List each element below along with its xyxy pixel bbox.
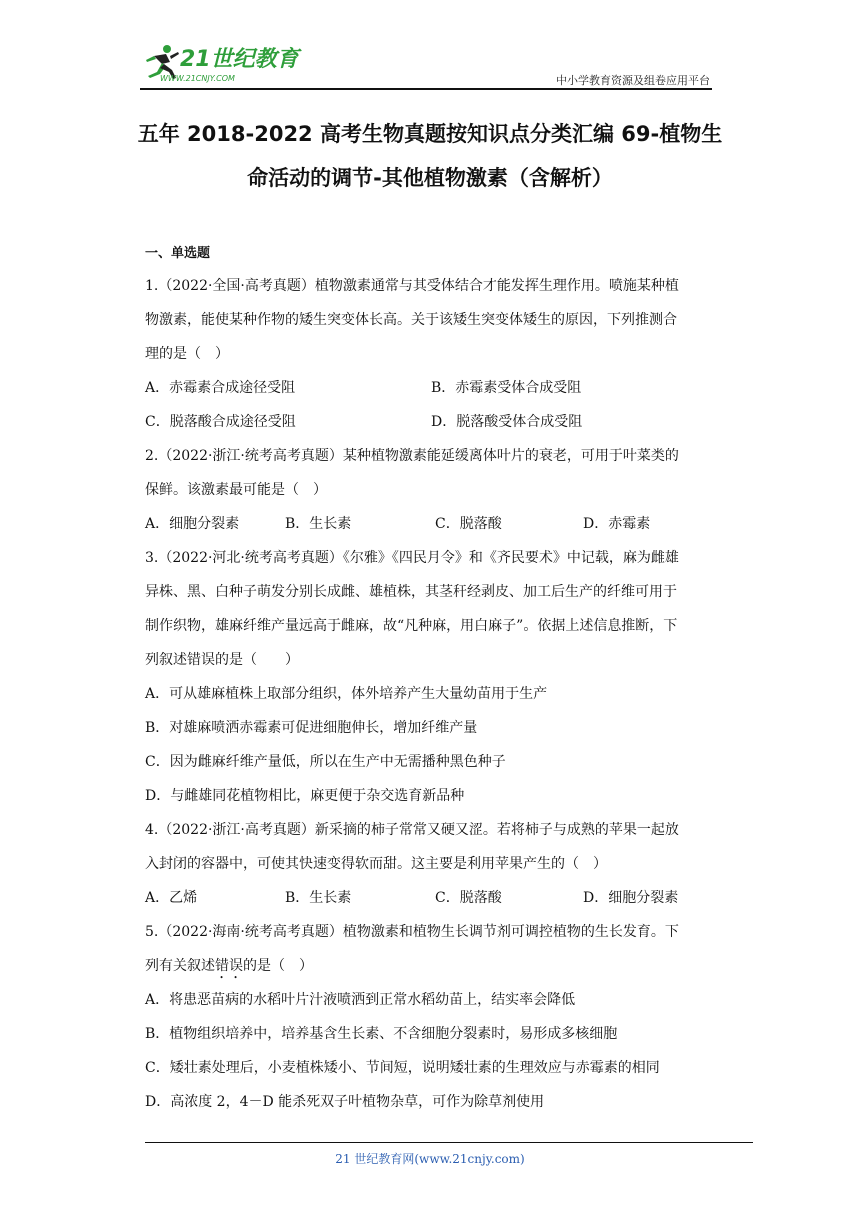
question-text-line: 制作织物，雄麻纤维产量远高于雌麻，故“凡种麻，用白麻子”。依据上述信息推断，下 — [145, 618, 678, 634]
emphasized-word: 错误 — [215, 958, 243, 974]
option-a[interactable]: A．可从雄麻植株上取部分组织，体外培养产生大量幼苗用于生产 — [145, 686, 548, 702]
question-text-line: 异株、黑、白种子萌发分别长成雌、雄植株，其茎秆经剥皮、加工后生产的纤维可用于 — [145, 584, 677, 600]
header-divider — [140, 88, 712, 90]
option-d[interactable]: D．与雌雄同花植物相比，麻更便于杂交选育新品种 — [145, 788, 465, 804]
option-c[interactable]: C．脱落酸 — [435, 516, 502, 532]
question-3 — [145, 541, 717, 813]
option-row — [145, 507, 717, 541]
title-line-2: 命活动的调节-其他植物激素（含解析） — [247, 166, 613, 190]
option-a[interactable]: A．乙烯 — [145, 890, 198, 906]
question-text-line: 2.（2022·浙江·统考高考真题）某种植物激素能延缓离体叶片的衰老，可用于叶菜类的 — [145, 448, 679, 464]
site-logo[interactable] — [140, 42, 310, 88]
option-c[interactable]: C．脱落酸 — [435, 890, 502, 906]
question-text-line: 1.（2022·全国·高考真题）植物激素通常与其受体结合才能发挥生理作用。喷施某种植 — [145, 278, 679, 294]
option-b[interactable]: B．赤霉素受体合成受阻 — [431, 380, 582, 396]
logo-text: 21世纪教育 — [180, 47, 299, 72]
section-title: 一、单选题 — [145, 246, 211, 261]
option-row — [145, 371, 717, 405]
question-text-line: 列叙述错误的是（ ） — [145, 652, 299, 668]
question-2 — [145, 439, 717, 541]
option-c[interactable]: C．脱落酸合成途径受阻 — [145, 414, 296, 430]
question-text-line: 4.（2022·浙江·高考真题）新采摘的柿子常常又硬又涩。若将柿子与成熟的苹果一起放 — [145, 822, 679, 838]
question-text-line: 3.（2022·河北·统考高考真题）《尔雅》《四民月令》和《齐民要术》中记载，麻为雌雄 — [145, 550, 679, 566]
option-a[interactable]: A．将患恶苗病的水稻叶片汁液喷洒到正常水稻幼苗上，结实率会降低 — [145, 992, 576, 1008]
page-header — [140, 40, 712, 90]
option-b[interactable]: B．生长素 — [285, 890, 352, 906]
question-list — [145, 242, 717, 1119]
option-c[interactable]: C．矮壮素处理后，小麦植株矮小、节间短，说明矮壮素的生理效应与赤霉素的相同 — [145, 1060, 660, 1076]
question-text-suffix: 的是（ ） — [243, 958, 313, 974]
option-d[interactable]: D．高浓度 2，4－D 能杀死双子叶植物杂草，可作为除草剂使用 — [145, 1094, 545, 1110]
option-a[interactable]: A．细胞分裂素 — [145, 516, 240, 532]
question-1 — [145, 269, 717, 439]
question-text-line: 入封闭的容器中，可使其快速变得软而甜。这主要是利用苹果产生的（ ） — [145, 856, 607, 872]
question-text-line: 保鲜。该激素最可能是（ ） — [145, 482, 327, 498]
option-a[interactable]: A．赤霉素合成途径受阻 — [145, 380, 296, 396]
question-4 — [145, 813, 717, 915]
document-title — [120, 112, 740, 200]
option-d[interactable]: D．细胞分裂素 — [583, 890, 679, 906]
footer-link[interactable]: 21 世纪教育网(www.21cnjy.com) — [335, 1152, 525, 1166]
option-row — [145, 405, 717, 439]
option-b[interactable]: B．对雄麻喷洒赤霉素可促进细胞伸长，增加纤维产量 — [145, 720, 478, 736]
option-d[interactable]: D．赤霉素 — [583, 516, 651, 532]
option-c[interactable]: C．因为雌麻纤维产量低，所以在生产中无需播种黑色种子 — [145, 754, 506, 770]
question-text-line — [145, 949, 717, 983]
question-text-line: 理的是（ ） — [145, 346, 229, 362]
option-b[interactable]: B．生长素 — [285, 516, 352, 532]
question-5 — [145, 915, 717, 1119]
option-row — [145, 881, 717, 915]
option-d[interactable]: D．脱落酸受体合成受阻 — [431, 414, 583, 430]
option-b[interactable]: B．植物组织培养中，培养基含生长素、不含细胞分裂素时，易形成多核细胞 — [145, 1026, 618, 1042]
logo-url: WWW.21CNJY.COM — [160, 74, 235, 83]
platform-label: 中小学教育资源及组卷应用平台 — [556, 74, 710, 87]
question-text-line: 物激素，能使某种作物的矮生突变体长高。关于该矮生突变体矮生的原因，下列推测合 — [145, 312, 677, 328]
question-text-prefix: 列有关叙述 — [145, 958, 215, 974]
footer-divider — [145, 1142, 753, 1143]
question-text-line: 5.（2022·海南·统考高考真题）植物激素和植物生长调节剂可调控植物的生长发育。下 — [145, 924, 679, 940]
title-line-1: 五年 2018-2022 高考生物真题按知识点分类汇编 69-植物生 — [137, 122, 723, 146]
